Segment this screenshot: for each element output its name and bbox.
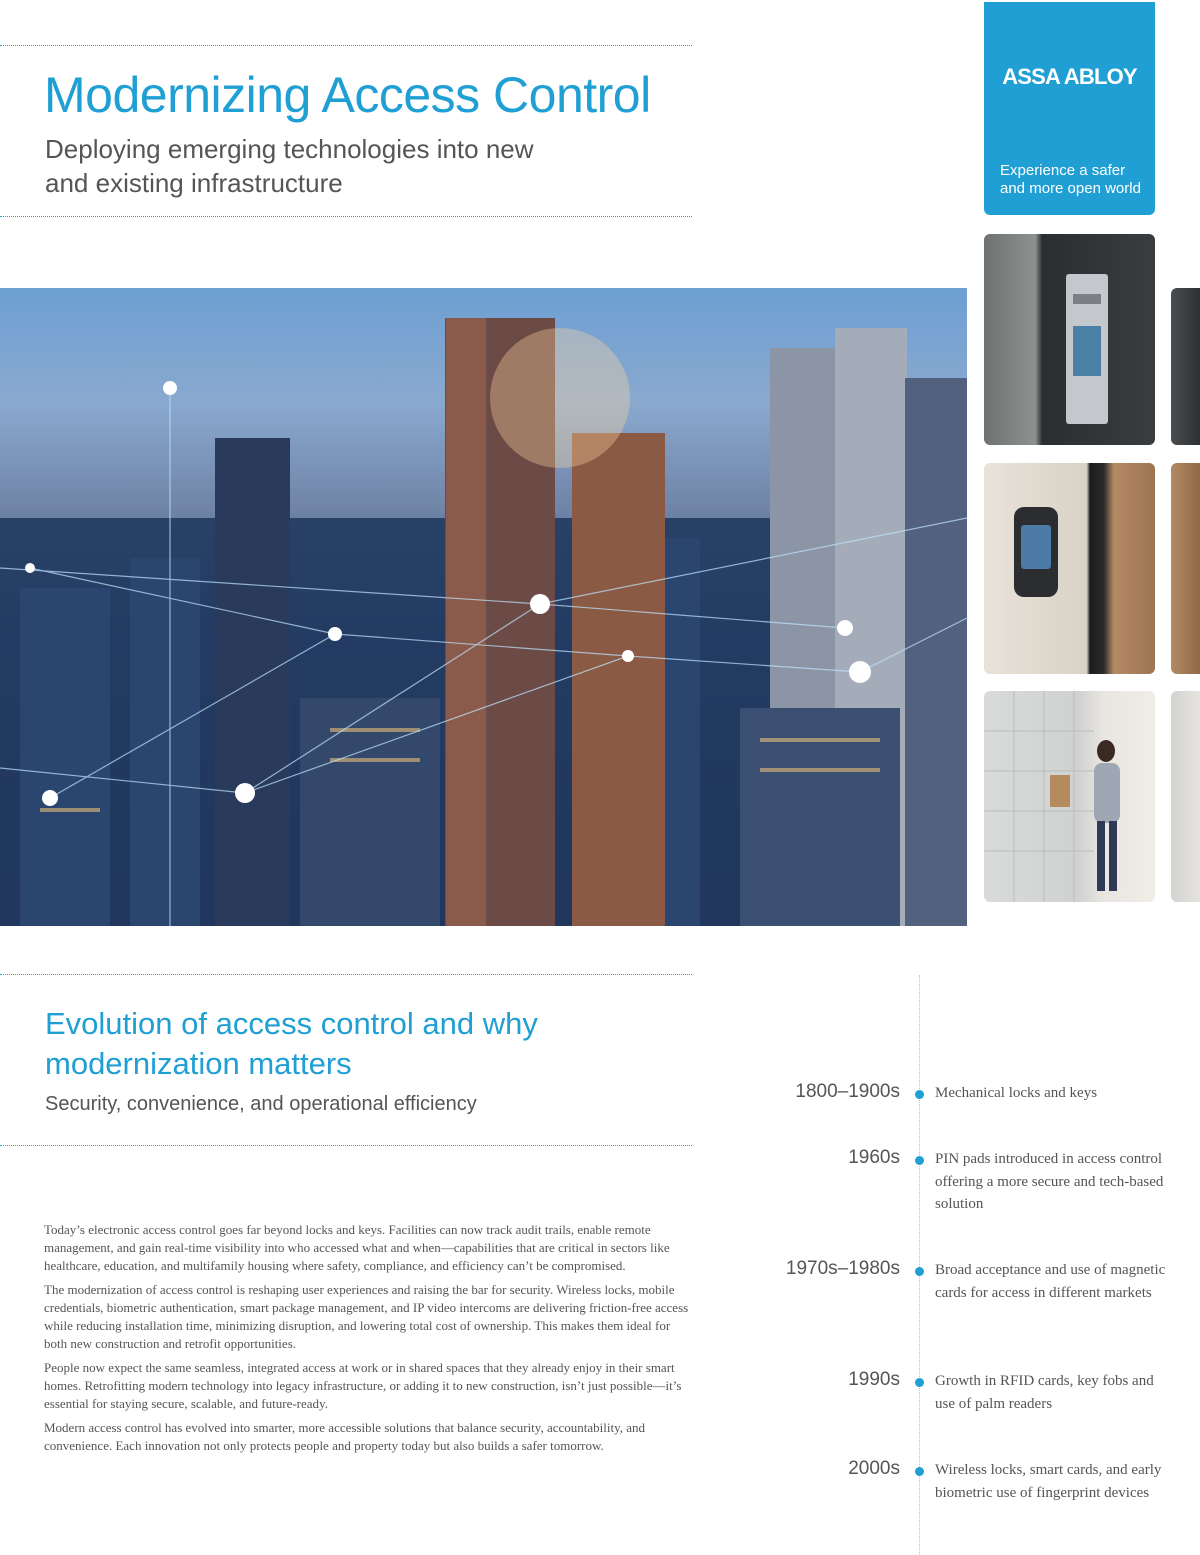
section-title: Evolution of access control and why modernization matters bbox=[45, 1006, 538, 1081]
video-intercom-image bbox=[984, 234, 1155, 445]
page-subtitle: Deploying emerging technologies into new and existing infrastructure bbox=[45, 134, 534, 198]
image-edge-strip bbox=[1171, 463, 1200, 674]
body-paragraph: People now expect the same seamless, integrated access at work or in shared spaces that they already enjoy in their smart homes. Retrofitting modern technology into legacy infrastructure, or adding it to new construction, isn’t just possible—it’s essential for staying secure, scalable, and future-ready. bbox=[44, 1360, 682, 1411]
timeline-dot bbox=[915, 1267, 924, 1276]
timeline-dot bbox=[915, 1090, 924, 1099]
timeline-dot bbox=[915, 1378, 924, 1387]
city-network-image bbox=[0, 288, 967, 926]
section-subtitle: Security, convenience, and operational efficiency bbox=[45, 1093, 477, 1115]
timeline-year: 1990s bbox=[848, 1369, 900, 1390]
timeline-year: 1800–1900s bbox=[795, 1081, 900, 1102]
timeline-description: Growth in RFID cards, key fobs and use of palm readers bbox=[935, 1373, 1154, 1412]
timeline-description: Wireless locks, smart cards, and early biometric use of fingerprint devices bbox=[935, 1462, 1162, 1501]
body-paragraph: Modern access control has evolved into smarter, more accessible solutions that balance security, accountability, and convenience. Each innovation not only protects people and property today but also builds a safer tomorrow. bbox=[44, 1420, 646, 1453]
timeline-description: Broad acceptance and use of magnetic cards for access in different markets bbox=[935, 1262, 1166, 1301]
timeline-dot bbox=[915, 1467, 924, 1476]
image-edge-strip bbox=[1171, 288, 1200, 445]
timeline-year: 1960s bbox=[848, 1147, 900, 1168]
timeline-description: Mechanical locks and keys bbox=[935, 1085, 1098, 1101]
image-edge-strip bbox=[1171, 691, 1200, 902]
brand-tagline: Experience a safer and more open world bbox=[1000, 162, 1141, 197]
page-title: Modernizing Access Control bbox=[44, 67, 651, 123]
timeline-year: 1970s–1980s bbox=[785, 1258, 900, 1279]
timeline-dot bbox=[915, 1156, 924, 1165]
body-paragraph: The modernization of access control is reshaping user experiences and raising the bar for security. Wireless locks, mobile credentials, biometric authentication, smart package management, and IP video intercoms are delivering friction-free access while reducing installation time, minimizing disruption, and lowering total cost of ownership. This makes them ideal for both new construction and retrofit opportunities. bbox=[44, 1282, 689, 1351]
brand-logo: ASSA ABLOY bbox=[1002, 64, 1137, 89]
access-reader-image bbox=[984, 463, 1155, 674]
section-top-rule bbox=[0, 974, 692, 975]
body-text bbox=[44, 1221, 694, 1461]
brand-panel bbox=[984, 2, 1155, 215]
smart-locker-image bbox=[984, 691, 1155, 902]
section-bottom-rule bbox=[0, 1145, 692, 1146]
timeline-description: PIN pads introduced in access control offering a more secure and tech-based solution bbox=[935, 1151, 1164, 1212]
header-bottom-rule bbox=[0, 216, 692, 217]
timeline-year: 2000s bbox=[848, 1458, 900, 1479]
top-rule bbox=[0, 45, 692, 46]
body-paragraph: Today’s electronic access control goes far beyond locks and keys. Facilities can now track audit trails, enable remote management, and gain real-time visibility into who accessed what and when—capabilities that are critical in sectors like healthcare, education, and multifamily housing where safety, compliance, and efficiency can’t be compromised. bbox=[44, 1222, 670, 1273]
